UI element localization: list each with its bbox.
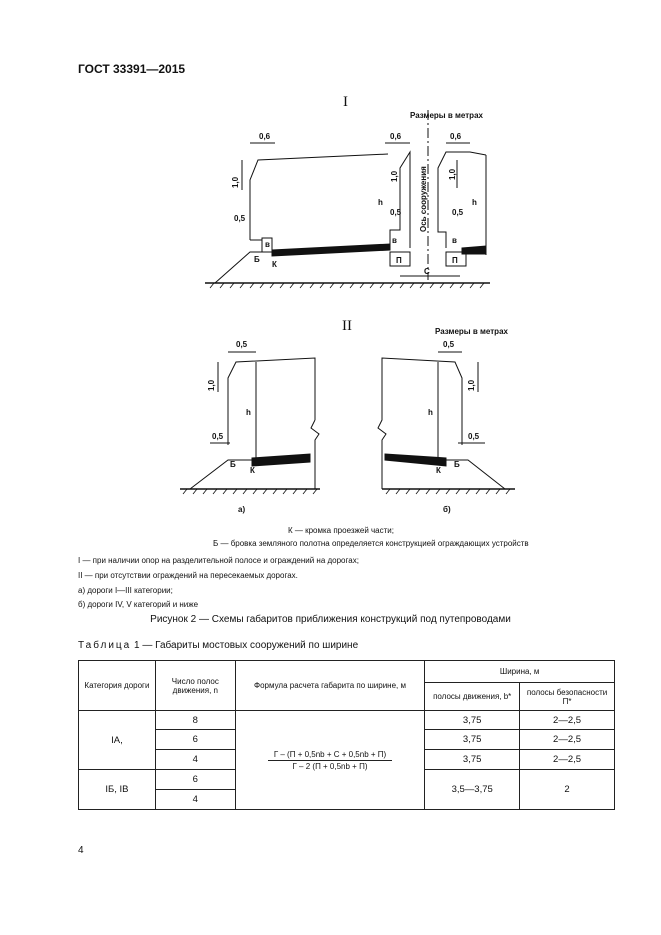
page-number: 4 <box>78 845 84 856</box>
document-code: ГОСТ 33391—2015 <box>78 62 186 76</box>
category-ib-iv: IБ, IB <box>79 770 156 810</box>
dim-1-0-center: 1,0 <box>390 170 399 182</box>
lanes-cell: 4 <box>155 790 235 810</box>
formula-cell <box>235 711 425 810</box>
label-v-left: в <box>265 240 270 249</box>
lanes-cell: 6 <box>155 730 235 750</box>
label-v-right: в <box>452 236 457 245</box>
lane-width-cell: 3,75 <box>425 711 520 730</box>
legend-ii: II — при отсутствии ограждений на пересекаемых дорогах. <box>78 571 298 580</box>
header-lane-width: полосы движения, b* <box>425 683 520 711</box>
height-label-a: h <box>246 408 251 417</box>
safety-width-cell: 2—2,5 <box>520 711 615 730</box>
dim-0-5-b-top: 0,5 <box>443 340 455 349</box>
lanes-cell: 4 <box>155 750 235 770</box>
legend-a: а) дороги I—III категории; <box>78 586 173 595</box>
dim-0-5-a-bottom: 0,5 <box>212 432 224 441</box>
dim-0-5-b-bottom: 0,5 <box>468 432 480 441</box>
formula-numerator: Г – (П + 0,5nb + С + 0,5nb + П) <box>268 750 392 761</box>
label-v-center: в <box>392 236 397 245</box>
legend-b-roads: б) дороги IV, V категорий и ниже <box>78 600 199 609</box>
height-label-1-right: h <box>472 198 477 207</box>
dim-0-5-a-top: 0,5 <box>236 340 248 349</box>
axis-label: Ось сооружения <box>419 166 428 232</box>
lane-width-cell: 3,75 <box>425 730 520 750</box>
sub-label-a: а) <box>238 505 246 514</box>
label-p-1-right: П <box>452 256 458 265</box>
safety-width-cell: 2 <box>520 770 615 810</box>
table-title <box>78 640 358 651</box>
dim-0-5-center: 0,5 <box>390 208 402 217</box>
header-lanes: Число полос движения, n <box>155 661 235 711</box>
formula <box>268 750 392 771</box>
roman-numeral-2: II <box>342 318 352 334</box>
dim-0-5-left: 0,5 <box>234 214 246 223</box>
dim-1-0-b: 1,0 <box>467 379 476 391</box>
lanes-cell: 8 <box>155 711 235 730</box>
label-b-b: Б <box>454 460 460 469</box>
dim-0-5-right: 0,5 <box>452 208 464 217</box>
legend-k: К — кромка проезжей части; <box>288 526 394 535</box>
label-b-1: Б <box>254 255 260 264</box>
header-formula: Формула расчета габарита по ширине, м <box>235 661 425 711</box>
dim-0-6-center: 0,6 <box>390 132 402 141</box>
dim-0-6-right: 0,6 <box>450 132 462 141</box>
label-k-a: К <box>250 466 255 475</box>
dimensions-note-2: Размеры в метрах <box>435 327 508 336</box>
label-c: С <box>424 267 430 276</box>
category-ia: IA, <box>79 711 156 770</box>
safety-width-cell: 2—2,5 <box>520 730 615 750</box>
widths-table <box>78 660 615 810</box>
label-k-b: К <box>436 466 441 475</box>
header-category: Категория дороги <box>79 661 156 711</box>
dim-1-0-a: 1,0 <box>207 379 216 391</box>
lanes-cell: 6 <box>155 770 235 790</box>
dim-1-0-right: 1,0 <box>448 168 457 180</box>
label-k-1: К <box>272 260 277 269</box>
legend-i: I — при наличии опор на разделительной полосе и ограждений на дорогах; <box>78 556 359 565</box>
legend-b: Б — бровка земляного полотна определяется конструкцией ограждающих устройств <box>213 539 529 548</box>
dim-0-6-left: 0,6 <box>259 132 271 141</box>
header-safety-width: полосы безопасности П* <box>520 683 615 711</box>
label-p-1-left: П <box>396 256 402 265</box>
safety-width-cell: 2—2,5 <box>520 750 615 770</box>
lane-width-cell: 3,75 <box>425 750 520 770</box>
height-label-b: h <box>428 408 433 417</box>
table-title-prefix: Таблица <box>78 640 132 651</box>
sub-label-b: б) <box>443 505 451 514</box>
lane-width-cell: 3,5—3,75 <box>425 770 520 810</box>
dimensions-note-1: Размеры в метрах <box>410 111 483 120</box>
header-width: Ширина, м <box>425 661 615 683</box>
figure-caption: Рисунок 2 — Схемы габаритов приближения конструкций под путепроводами <box>150 614 511 625</box>
label-b-a: Б <box>230 460 236 469</box>
height-label-1-left: h <box>378 198 383 207</box>
table-title-rest: 1 — Габариты мостовых сооружений по ширине <box>131 640 359 651</box>
dim-1-0-left: 1,0 <box>231 176 240 188</box>
roman-numeral-1: I <box>343 94 348 110</box>
formula-denominator: Г – 2 (П + 0,5nb + П) <box>292 761 368 771</box>
